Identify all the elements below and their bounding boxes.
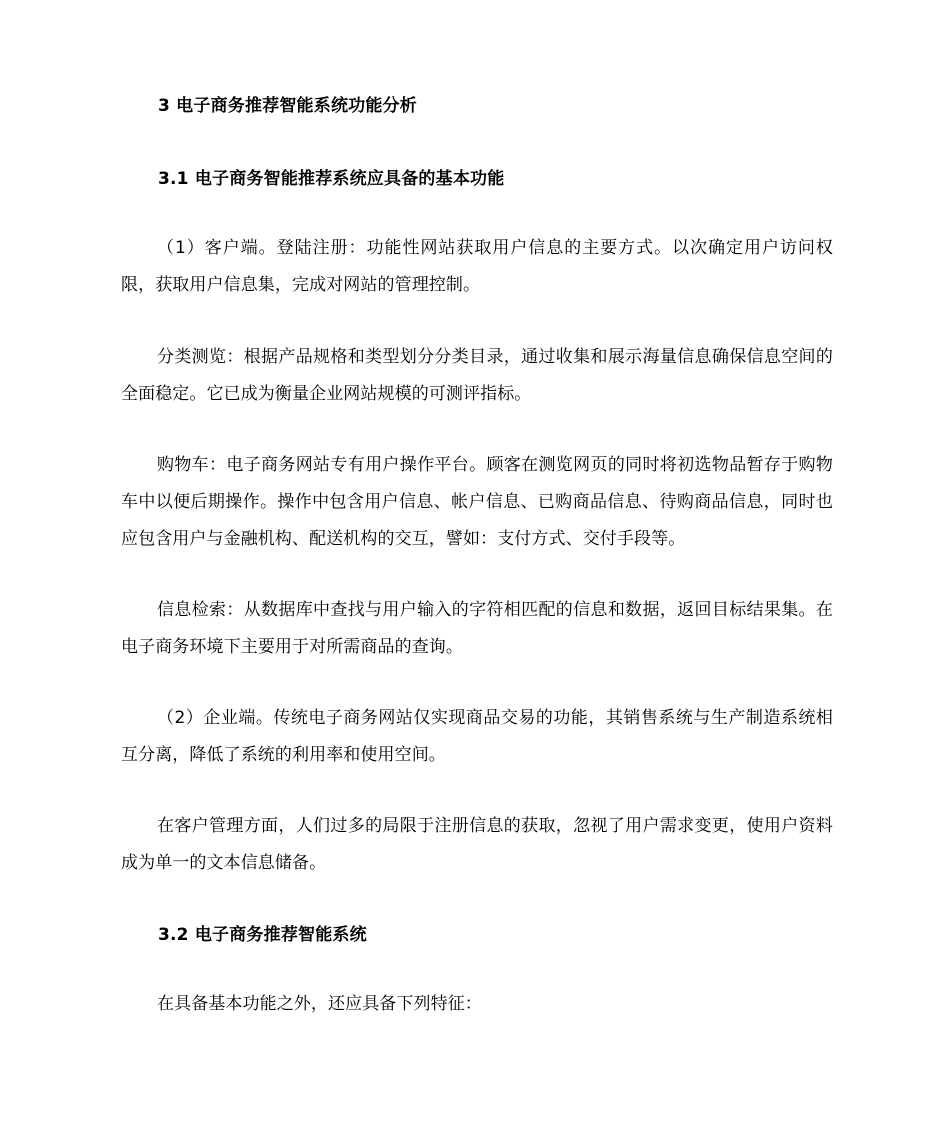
paragraph-shopping-cart: 购物车：电子商务网站专有用户操作平台。顾客在测览网页的同时将初选物品暂存于购物车中以便后期操作。操作中包含用户信息、帐户信息、已购商品信息、待购商品信息，同时也应包含用户与金融机构、配送机构的交互，譬如：支付方式、交付手段等。 — [121, 455, 833, 549]
paragraph-client-login: （1）客户端。登陆注册：功能性网站获取用户信息的主要方式。以次确定用户访问权限，获取用户信息集，完成对网站的管理控制。 — [121, 238, 833, 295]
paragraph-enterprise: （2）企业端。传统电子商务网站仅实现商品交易的功能，其销售系统与生产制造系统相互分离，降低了系统的利用率和使用空间。 — [121, 708, 833, 765]
section-heading-3-2: 3.2 电子商务推荐智能系统 — [158, 925, 367, 945]
paragraph-customer-management: 在客户管理方面，人们过多的局限于注册信息的获取，忽视了用户需求变更，使用户资料成为单一的文本信息储备。 — [121, 816, 833, 873]
paragraph-features-intro: 在具备基本功能之外，还应具备下列特征： — [157, 994, 482, 1014]
paragraph-category-browse: 分类测览：根据产品规格和类型划分分类目录，通过收集和展示海量信息确保信息空间的全面稳定。它已成为衡量企业网站规模的可测评指标。 — [121, 347, 833, 404]
paragraph-info-search: 信息检索：从数据库中查找与用户输入的字符相匹配的信息和数据，返回目标结果集。在电子商务环境下主要用于对所需商品的查询。 — [121, 600, 833, 657]
section-heading-3: 3 电子商务推荐智能系统功能分析 — [158, 96, 417, 116]
section-heading-3-1: 3.1 电子商务智能推荐系统应具备的基本功能 — [158, 169, 505, 189]
